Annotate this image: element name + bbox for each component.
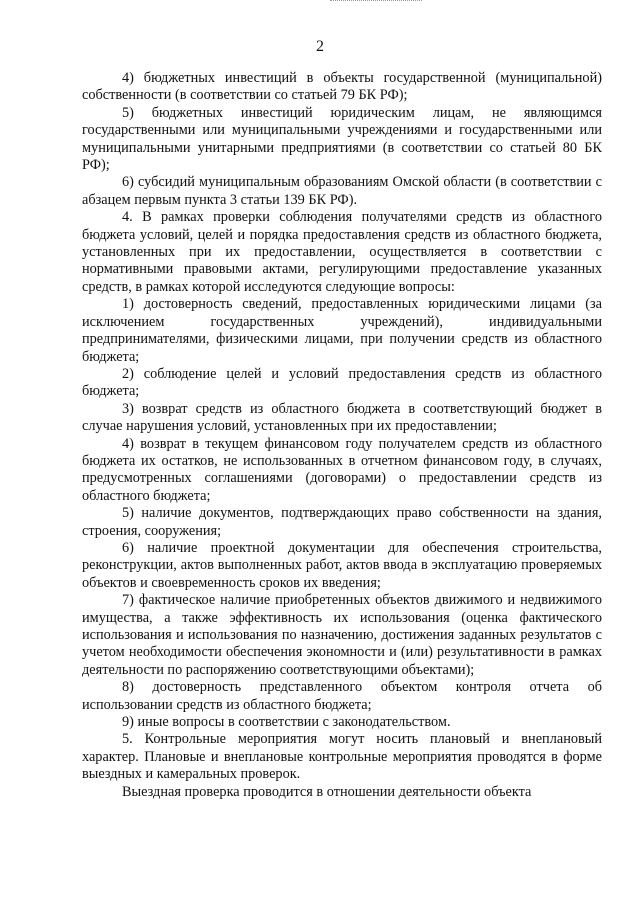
paragraph-section-5: 5. Контрольные мероприятия могут носить плановый и внеплановый характер. Плановые и внеплановые контрольные мероприятия проводятся в форме выездных и камеральных проверок. <box>82 731 602 783</box>
paragraph-question-2: 2) соблюдение целей и условий предоставления средств из областного бюджета; <box>82 365 602 400</box>
scan-edge-mark <box>330 0 422 3</box>
paragraph-question-5: 5) наличие документов, подтверждающих право собственности на здания, строения, сооружения; <box>82 505 602 539</box>
document-body <box>82 70 602 801</box>
paragraph-item-4-investments: 4) бюджетных инвестиций в объекты государственной (муниципальной) собственности (в соответствии со статьей 79 БК РФ); <box>82 70 602 104</box>
paragraph-question-3: 3) возврат средств из областного бюджета в соответствующий бюджет в случае нарушения условий, установленных при их предоставлении; <box>82 400 602 435</box>
paragraph-section-4: 4. В рамках проверки соблюдения получателями средств из областного бюджета условий, целей и порядка предоставления средств из областного бюджета, установленных при их предоставлении, осуществляется в соответствии с нормативными правовыми актами, регулирующими предоставление указанных средств, в рамках которой исследуются следующие вопросы: <box>82 209 602 295</box>
paragraph-question-9: 9) иные вопросы в соответствии с законодательством. <box>122 714 451 731</box>
paragraph-item-6-subsidies: 6) субсидий муниципальным образованиям Омской области (в соответствии с абзацем первым пункта 3 статьи 139 БК РФ). <box>82 174 602 208</box>
paragraph-onsite-inspection: Выездная проверка проводится в отношении деятельности объекта <box>122 783 532 800</box>
paragraph-question-7: 7) фактическое наличие приобретенных объектов движимого и недвижимого имущества, а также эффективность их использования (оценка фактического использования и использования по назначению, достижения заданных результатов с учетом необходимости обеспечения экономности и (или) результативности в рамках деятельности по распоряжению соответствующими объектами); <box>82 592 602 678</box>
paragraph-question-1: 1) достоверность сведений, предоставленных юридическими лицами (за исключением государственных учреждений), индивидуальными предпринимателями, физическими лицами, при получении средств из областного бюджета; <box>82 296 602 365</box>
paragraph-question-4: 4) возврат в текущем финансовом году получателем средств из областного бюджета их остатков, не использованных в отчетном финансовом году, в случаях, предусмотренных соглашениями (договорами) о предоставлении средств из областного бюджета; <box>82 435 602 504</box>
paragraph-question-6: 6) наличие проектной документации для обеспечения строительства, реконструкции, актов выполненных работ, актов ввода в эксплуатацию проверяемых объектов и своевременность сроков их введения; <box>82 539 602 591</box>
paragraph-item-5-investments-legal-entities: 5) бюджетных инвестиций юридическим лицам, не являющимся государственными или муниципальными учреждениями и государственными или муниципальными унитарными предприятиями (в соответствии со статьей 80 БК РФ); <box>82 104 602 174</box>
paragraph-question-8: 8) достоверность представленного объектом контроля отчета об использовании средств из областного бюджета; <box>82 679 602 713</box>
page-number: 2 <box>316 38 324 55</box>
